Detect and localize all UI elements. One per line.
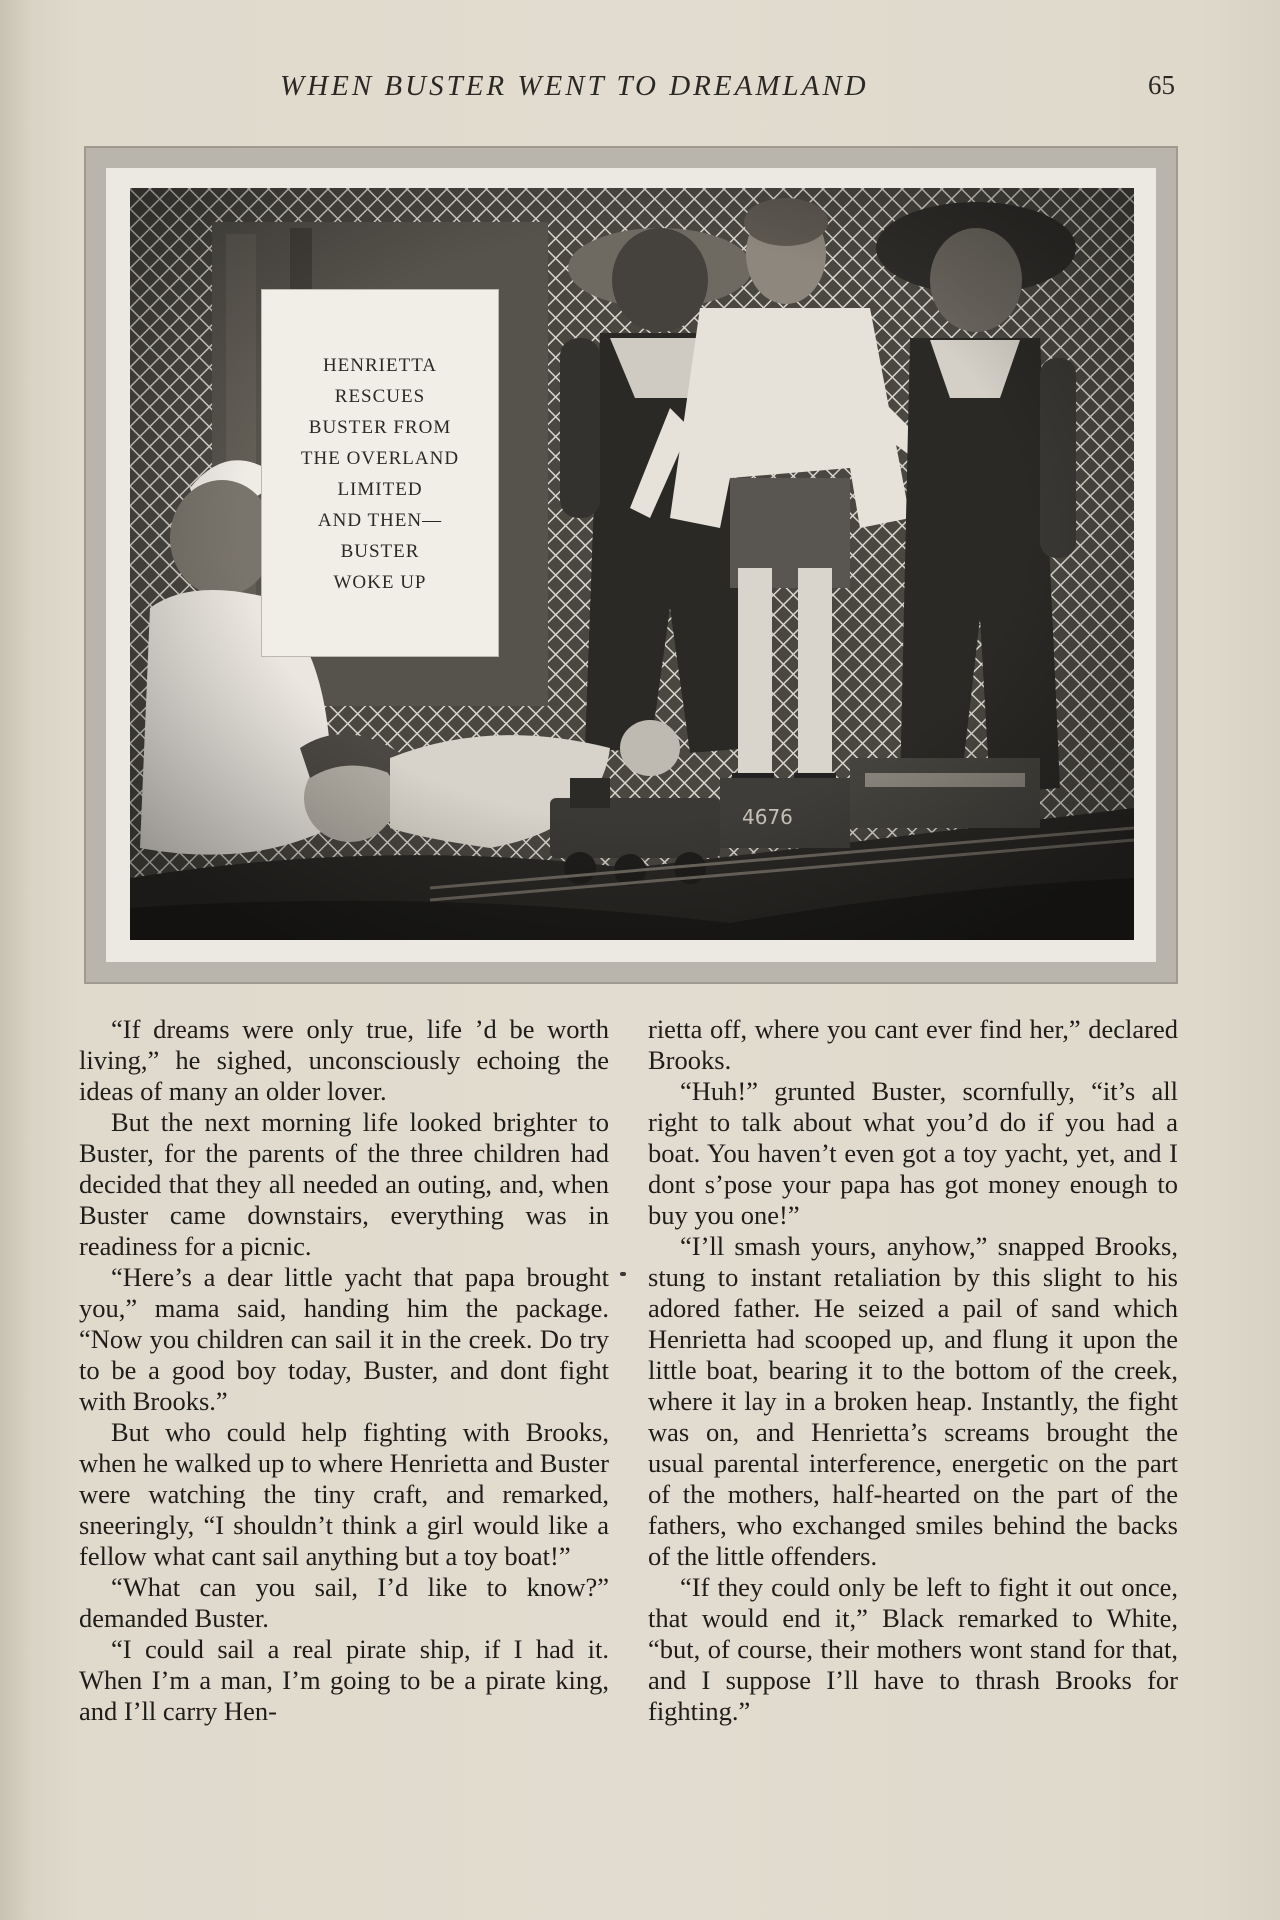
caption-card [262,290,498,656]
paragraph: “I could sail a real pirate ship, if I had it. When I’m a man, I’m going to be a pirate king, and I’ll carry Hen- [79,1634,609,1726]
running-head [0,70,1280,110]
paragraph: “If they could only be left to fight it out once, that would end it,” Black remarked to White, “but, of course, their mothers wont stand for that, and I suppose I’ll have to thrash Brooks for fighting.” [648,1572,1178,1726]
paragraph: rietta off, where you cant ever find her,” declared Brooks. [648,1014,1178,1075]
photo-plate [84,146,1178,984]
paragraph: But the next morning life looked brighter to Buster, for the parents of the three children had decided that they all needed an outing, and, when Buster came downstairs, everything was in readiness for a picnic. [79,1107,609,1261]
paragraph: “What can you sail, I’d like to know?” demanded Buster. [79,1572,609,1633]
paragraph: “Here’s a dear little yacht that papa brought you,” mama said, handing him the package. “Now you children can sail it in the creek. Do try to be a good boy today, Buster, and dont fight with Brooks.” [79,1262,609,1416]
photograph [130,188,1134,940]
text-column-right [648,1014,1178,1727]
page-number: 65 [1148,70,1175,100]
paragraph: “I’ll smash yours, anyhow,” snapped Brooks, stung to instant retaliation by this slight to his adored father. He seized a pail of sand which Henrietta had scooped up, and flung it upon the little boat, bearing it to the bottom of the creek, where it lay in a broken heap. Instantly, the fight was on, and Henrietta’s screams brought the usual parental interference, energetic on the part of the mothers, half-hearted on the part of the fathers, who exchanged smiles behind the backs of the little offenders. [648,1231,1178,1571]
paragraph: But who could help fighting with Brooks, when he walked up to where Henrietta and Buster were watching the tiny craft, and remarked, sneeringly, “I shouldn’t think a girl would like a fellow what cant sail anything but a toy boat!” [79,1417,609,1571]
ink-mark [620,1272,626,1276]
text-column-left [79,1014,609,1727]
photo-mat [106,168,1156,962]
running-title: WHEN BUSTER WENT TO DREAMLAND [280,70,869,102]
photo-caption: HENRIETTA RESCUES BUSTER FROM THE OVERLAND LIMITED AND THEN— BUSTER WOKE UP [300,355,460,593]
paragraph: “If dreams were only true, life ’d be worth living,” he sighed, unconsciously echoing the ideas of many an older lover. [79,1014,609,1106]
paragraph: “Huh!” grunted Buster, scornfully, “it’s all right to talk about what you’d do if you had a boat. You haven’t even got a toy yacht, yet, and I dont s’pose your papa has got money enough to buy you one!” [648,1076,1178,1230]
